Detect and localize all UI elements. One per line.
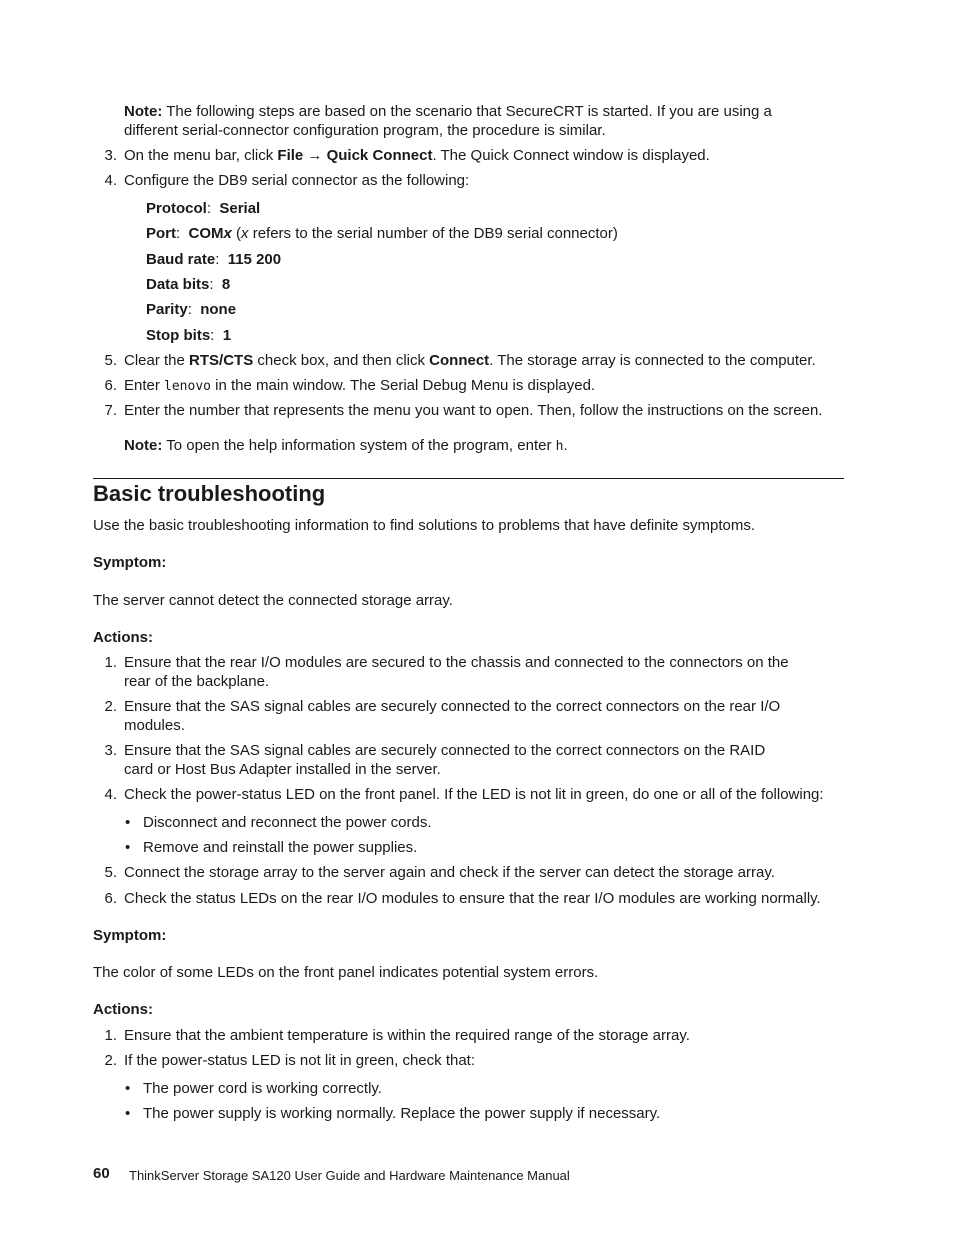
file-menu-label: File xyxy=(277,147,304,164)
action-text: card or Host Bus Adapter installed in the server. xyxy=(124,761,441,778)
section-title: Basic troubleshooting xyxy=(93,481,326,506)
setting-note: ( xyxy=(231,225,242,242)
setting-protocol: Protocol: Serial xyxy=(146,200,261,217)
actions-label: Actions: xyxy=(93,1001,153,1018)
setting-port: Port: COMx (x refers to the serial number of the DB9 serial connector) xyxy=(146,225,618,242)
page-number: 60 xyxy=(93,1165,110,1182)
section-divider xyxy=(93,478,844,479)
action-item xyxy=(124,697,780,735)
note-paragraph-2 xyxy=(124,436,568,456)
setting-value: 1 xyxy=(222,327,232,344)
setting-value: 8 xyxy=(221,276,231,293)
setting-value: 115 200 xyxy=(227,251,282,268)
step-5-text: Clear the xyxy=(124,352,190,369)
setting-value-var: x xyxy=(223,225,232,242)
step-6 xyxy=(124,376,595,396)
step-number: 6. xyxy=(104,890,117,907)
action-text: rear of the backplane. xyxy=(124,673,270,690)
note-paragraph xyxy=(124,102,772,140)
arrow-icon: → xyxy=(307,147,323,164)
step-3 xyxy=(124,146,710,165)
symptom-label: Symptom: xyxy=(93,554,167,571)
action-item: Check the status LEDs on the rear I/O modules to ensure that the rear I/O modules are working normally. xyxy=(124,890,821,907)
step-number: 7. xyxy=(104,402,117,419)
step-number: 2. xyxy=(104,1052,117,1069)
setting-label: Parity xyxy=(146,301,188,318)
action-item xyxy=(124,741,765,779)
setting-value: none xyxy=(200,301,237,318)
rts-cts-label: RTS/CTS xyxy=(189,352,254,369)
action-text: modules. xyxy=(124,717,185,734)
setting-label: Baud rate xyxy=(146,251,216,268)
action-item: If the power-status LED is not lit in green, check that: xyxy=(124,1052,476,1069)
note-text: The following steps are based on the scenario that SecureCRT is started. If you are using a xyxy=(166,103,772,120)
step-7: Enter the number that represents the menu you want to open. Then, follow the instructions on the screen. xyxy=(124,402,823,419)
action-text: Ensure that the SAS signal cables are securely connected to the correct connectors on the rear I/O xyxy=(124,698,781,715)
note-label: Note: xyxy=(124,103,163,120)
note-text-line2: different serial-connector configuration program, the procedure is similar. xyxy=(124,122,606,139)
action-item: Check the power-status LED on the front panel. If the LED is not lit in green, do one or all of the following: xyxy=(124,786,824,803)
bullet-item: Remove and reinstall the power supplies. xyxy=(143,839,418,856)
step-3-text-end: . The Quick Connect window is displayed. xyxy=(432,147,710,164)
step-4: Configure the DB9 serial connector as the following: xyxy=(124,172,470,189)
symptom-text: The server cannot detect the connected storage array. xyxy=(93,592,453,609)
action-item: Connect the storage array to the server again and check if the server can detect the storage array. xyxy=(124,864,775,881)
step-6-text: Enter xyxy=(124,377,165,394)
connect-label: Connect xyxy=(429,352,490,369)
note-text: . xyxy=(563,437,568,454)
setting-label: Protocol xyxy=(146,200,207,217)
action-item: Ensure that the ambient temperature is within the required range of the storage array. xyxy=(124,1027,690,1044)
step-3-text: On the menu bar, click xyxy=(124,147,278,164)
step-5-text: . The storage array is connected to the computer. xyxy=(489,352,816,369)
step-number: 1. xyxy=(104,654,117,671)
setting-parity: Parity: none xyxy=(146,301,237,318)
step-number: 5. xyxy=(104,352,117,369)
step-5-text: check box, and then click xyxy=(253,352,430,369)
quick-connect-label: Quick Connect xyxy=(326,147,433,164)
bullet-icon: • xyxy=(125,1105,131,1122)
section-intro: Use the basic troubleshooting information to find solutions to problems that have definite symptoms. xyxy=(93,517,756,534)
symptom-label: Symptom: xyxy=(93,927,167,944)
step-number: 6. xyxy=(104,377,117,394)
bullet-icon: • xyxy=(125,1080,131,1097)
step-number: 4. xyxy=(104,786,117,803)
setting-label: Data bits xyxy=(146,276,210,293)
action-text: Ensure that the SAS signal cables are securely connected to the correct connectors on the RAID xyxy=(124,742,766,759)
bullet-item: The power cord is working correctly. xyxy=(143,1080,382,1097)
step-number: 2. xyxy=(104,698,117,715)
setting-value: Serial xyxy=(219,200,261,217)
setting-baud-rate: Baud rate: 115 200 xyxy=(146,251,282,268)
step-number: 4. xyxy=(104,172,117,189)
bullet-icon: • xyxy=(125,839,131,856)
setting-data-bits: Data bits: 8 xyxy=(146,276,231,293)
setting-label: Port xyxy=(146,225,176,242)
step-number: 3. xyxy=(104,147,117,164)
step-number: 1. xyxy=(104,1027,117,1044)
setting-note: refers to the serial number of the DB9 serial connector) xyxy=(248,225,618,242)
actions-label: Actions: xyxy=(93,629,153,646)
setting-note-var: x xyxy=(241,225,249,242)
bullet-icon: • xyxy=(125,814,131,831)
step-6-text: in the main window. The Serial Debug Menu is displayed. xyxy=(211,377,596,394)
note-label: Note: xyxy=(124,437,163,454)
code-text: h xyxy=(555,439,564,454)
action-text: Ensure that the rear I/O modules are secured to the chassis and connected to the connectors on the xyxy=(124,654,789,671)
step-5 xyxy=(124,351,816,370)
bullet-item: The power supply is working normally. Replace the power supply if necessary. xyxy=(143,1105,661,1122)
action-item xyxy=(124,653,789,691)
bullet-item: Disconnect and reconnect the power cords. xyxy=(143,814,432,831)
setting-stop-bits: Stop bits: 1 xyxy=(146,327,232,344)
setting-value: COM xyxy=(188,225,224,242)
code-text: lenovo xyxy=(164,379,211,394)
note-text: To open the help information system of the program, enter xyxy=(166,437,556,454)
footer-title: ThinkServer Storage SA120 User Guide and Hardware Maintenance Manual xyxy=(129,1168,570,1183)
setting-label: Stop bits xyxy=(146,327,211,344)
symptom-text: The color of some LEDs on the front panel indicates potential system errors. xyxy=(93,964,599,981)
step-number: 3. xyxy=(104,742,117,759)
step-number: 5. xyxy=(104,864,117,881)
